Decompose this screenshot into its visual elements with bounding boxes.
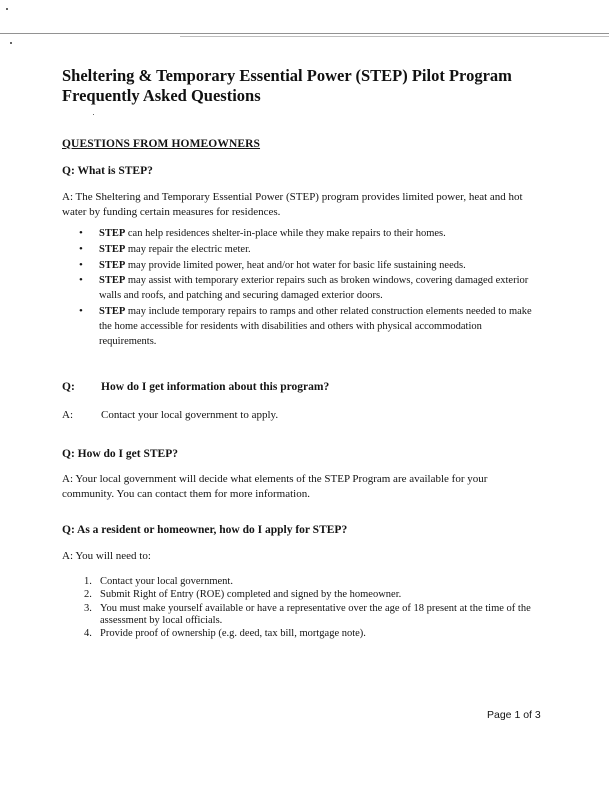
list-item <box>84 589 544 602</box>
bullet-lead: STEP <box>99 259 126 271</box>
bullet-icon: • <box>79 274 83 287</box>
bullet-icon: • <box>79 305 83 318</box>
list-item <box>79 273 539 303</box>
bullet-lead: STEP <box>99 275 126 287</box>
page-number: Page 1 of 3 <box>487 709 541 721</box>
step-number: 1. <box>84 576 92 587</box>
bullet-lead: STEP <box>99 306 126 318</box>
list-item <box>79 258 539 273</box>
scan-line-artifact <box>180 36 609 37</box>
bullet-lead: STEP <box>99 243 126 255</box>
faq3-question: Q: How do I get STEP? <box>62 448 178 460</box>
faq3-answer <box>62 472 542 501</box>
list-item <box>84 628 544 641</box>
scan-speck <box>93 114 94 115</box>
scan-speck <box>6 8 8 10</box>
bullet-text: may assist with temporary exterior repairs such as broken windows, covering damaged exterior walls and roofs, and patching and securing damaged exterior doors. <box>99 275 529 302</box>
document-title <box>62 66 582 106</box>
step-number: 4. <box>84 628 92 640</box>
title-line-1: Sheltering & Temporary Essential Power (STEP) Pilot Program <box>62 66 512 85</box>
bullet-lead: STEP <box>99 228 126 239</box>
step-number: 2. <box>84 589 92 601</box>
scan-speck <box>10 42 12 44</box>
faq1-question: Q: What is STEP? <box>62 165 153 177</box>
step-text: Provide proof of ownership (e.g. deed, tax bill, mortgage note). <box>100 628 366 640</box>
title-line-2: Frequently Asked Questions <box>62 86 261 105</box>
list-item <box>79 242 539 257</box>
faq4-question: Q: As a resident or homeowner, how do I apply for STEP? <box>62 524 348 536</box>
faq4-steps-list <box>84 576 544 642</box>
step-text: Submit Right of Entry (ROE) completed and signed by the homeowner. <box>100 589 402 601</box>
faq1-answer <box>62 190 542 219</box>
list-item <box>79 304 539 349</box>
step-text: You must make yourself available or have a representative over the age of 18 present at the time of the assessment by local officials. <box>100 602 531 627</box>
faq4-answer-intro: A: You will need to: <box>62 550 151 562</box>
bullet-text: may repair the electric meter. <box>125 243 251 255</box>
bullet-text: may include temporary repairs to ramps and other related construction elements needed to make the home accessible for residents with disabilities and others with physical accommodation requirements. <box>99 306 532 348</box>
faq2-q-label: Q: <box>62 381 75 393</box>
faq2-answer: Contact your local government to apply. <box>101 409 279 421</box>
bullet-text: can help residences shelter-in-place while they make repairs to their homes. <box>125 228 446 239</box>
faq2-question: How do I get information about this program? <box>101 381 330 393</box>
faq1-bullet-list <box>79 226 539 350</box>
bullet-text: may provide limited power, heat and/or hot water for basic life sustaining needs. <box>125 259 466 271</box>
faq2-a-label: A: <box>62 409 73 421</box>
bullet-icon: • <box>79 227 83 239</box>
step-text: Contact your local government. <box>100 576 233 587</box>
list-item <box>84 603 544 628</box>
scan-line-artifact <box>0 33 609 34</box>
faq3-answer-text: A: Your local government will decide what elements of the STEP Program are available for your community. You can contact them for more information. <box>62 473 488 500</box>
bullet-icon: • <box>79 258 83 271</box>
list-item <box>84 576 544 589</box>
bullet-icon: • <box>79 242 83 255</box>
section-heading: QUESTIONS FROM HOMEOWNERS <box>62 138 261 150</box>
step-number: 3. <box>84 602 92 614</box>
list-item <box>79 226 539 241</box>
faq1-answer-text: A: The Sheltering and Temporary Essential Power (STEP) program provides limited power, heat and hot water by funding certain measures for residences. <box>62 191 523 218</box>
